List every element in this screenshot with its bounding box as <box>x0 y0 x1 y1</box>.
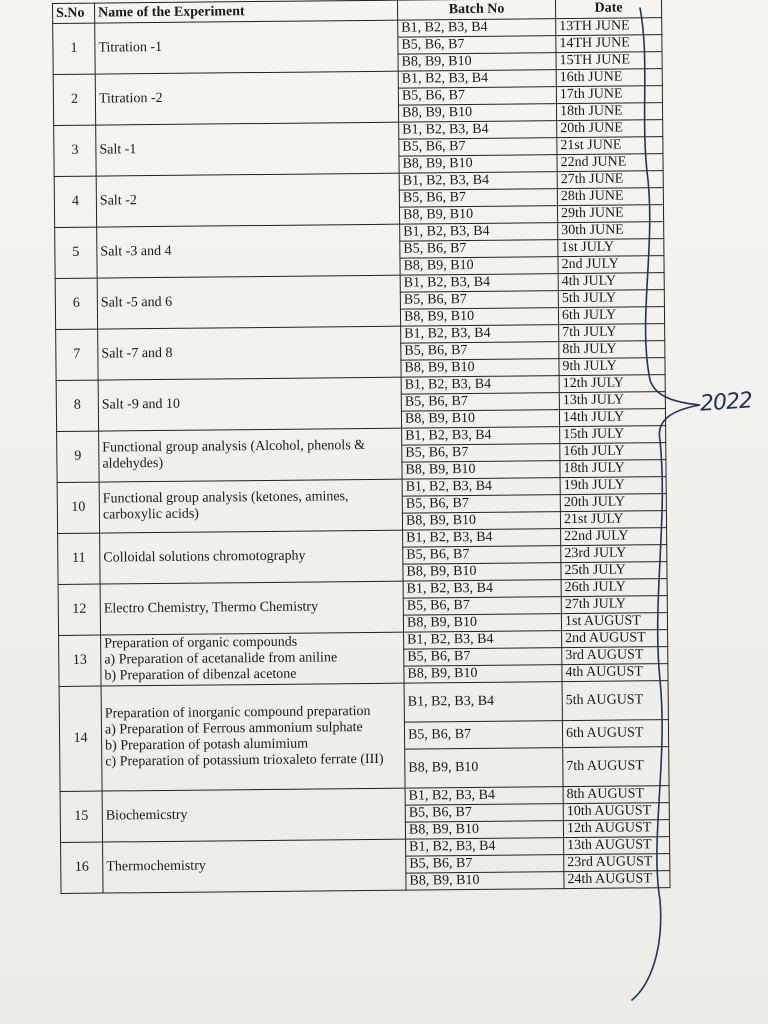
cell-sno: 9 <box>57 431 99 482</box>
cell-date: 8th JULY <box>559 341 665 359</box>
cell-experiment-name: Salt -7 and 8 <box>98 326 401 380</box>
cell-sno: 2 <box>53 74 95 125</box>
cell-date: 22nd JULY <box>561 528 667 546</box>
lab-schedule-table <box>52 0 671 894</box>
cell-date: 7th AUGUST <box>563 747 669 787</box>
cell-date: 1st JULY <box>558 239 664 257</box>
experiment-name-line: b) Preparation of dibenzal acetone <box>104 666 297 684</box>
cell-date: 24th AUGUST <box>564 871 670 889</box>
cell-date: 18th JULY <box>560 460 666 478</box>
cell-batch-no: B8, B9, B10 <box>406 872 564 891</box>
experiment-name-line: c) Preparation of potassium trioxaleto ferrate (III) <box>105 751 384 770</box>
cell-batch-no: B8, B9, B10 <box>398 53 556 72</box>
cell-date: 2nd AUGUST <box>562 630 668 648</box>
cell-date: 30th JUNE <box>558 222 664 240</box>
cell-batch-no: B5, B6, B7 <box>399 189 557 208</box>
cell-batch-no: B5, B6, B7 <box>406 855 564 874</box>
cell-date: 16th JUNE <box>556 69 662 87</box>
cell-sno: 13 <box>59 635 101 686</box>
cell-date: 19th JULY <box>560 477 666 495</box>
cell-batch-no: B5, B6, B7 <box>400 240 558 259</box>
cell-date: 4th JULY <box>558 273 664 291</box>
cell-batch-no: B8, B9, B10 <box>401 359 559 378</box>
cell-batch-no: B5, B6, B7 <box>401 393 559 412</box>
header-batch-no: Batch No <box>397 0 555 20</box>
cell-batch-no: B8, B9, B10 <box>401 410 559 429</box>
cell-batch-no: B5, B6, B7 <box>403 597 561 616</box>
cell-batch-no: B8, B9, B10 <box>405 821 563 840</box>
cell-batch-no: B1, B2, B3, B4 <box>405 787 563 806</box>
cell-experiment-name: Thermochemistry <box>103 839 406 893</box>
cell-experiment-name: Functional group analysis (ketones, amines, carboxylic acids) <box>99 479 402 533</box>
cell-sno: 3 <box>54 125 96 176</box>
cell-batch-no: B5, B6, B7 <box>404 721 562 750</box>
cell-batch-no: B8, B9, B10 <box>405 748 563 789</box>
cell-sno: 6 <box>55 278 97 329</box>
cell-batch-no: B8, B9, B10 <box>398 104 556 123</box>
cell-experiment-name: Salt -3 and 4 <box>97 224 400 278</box>
cell-batch-no: B5, B6, B7 <box>402 495 560 514</box>
cell-sno: 7 <box>56 329 98 380</box>
cell-experiment-name: Salt -5 and 6 <box>97 275 400 329</box>
cell-sno: 5 <box>55 227 97 278</box>
cell-date: 21st JUNE <box>557 137 663 155</box>
cell-date: 23rd AUGUST <box>564 854 670 872</box>
cell-batch-no: B1, B2, B3, B4 <box>400 274 558 293</box>
cell-batch-no: B8, B9, B10 <box>399 206 557 225</box>
cell-experiment-name: Salt -9 and 10 <box>98 377 401 431</box>
header-experiment-name: Name of the Experiment <box>95 0 398 23</box>
cell-date: 26th JULY <box>561 579 667 597</box>
cell-date: 20th JULY <box>560 494 666 512</box>
cell-date: 10th AUGUST <box>563 803 669 821</box>
cell-sno: 10 <box>57 482 99 533</box>
cell-date: 17th JUNE <box>556 86 662 104</box>
cell-date: 12th AUGUST <box>563 820 669 838</box>
cell-experiment-name: Titration -2 <box>95 71 398 125</box>
cell-batch-no: B1, B2, B3, B4 <box>398 19 556 38</box>
cell-date: 13TH JUNE <box>556 18 662 36</box>
cell-date: 22nd JUNE <box>557 154 663 172</box>
cell-batch-no: B8, B9, B10 <box>402 512 560 531</box>
cell-date: 4th AUGUST <box>562 664 668 682</box>
experiment-name-line: Preparation of organic compounds <box>104 634 298 652</box>
cell-batch-no: B1, B2, B3, B4 <box>403 580 561 599</box>
handwritten-year-annotation: 2022 <box>699 388 753 417</box>
cell-batch-no: B1, B2, B3, B4 <box>406 838 564 857</box>
cell-date: 27th JUNE <box>557 171 663 189</box>
cell-batch-no: B5, B6, B7 <box>404 648 562 667</box>
experiment-name-line: a) Preparation of Ferrous ammonium sulphate <box>104 720 363 738</box>
cell-experiment-name: Titration -1 <box>95 20 398 74</box>
cell-date: 7th JULY <box>559 324 665 342</box>
cell-date: 1st AUGUST <box>561 613 667 631</box>
cell-experiment-name: Electro Chemistry, Thermo Chemistry <box>100 581 403 635</box>
cell-batch-no: B1, B2, B3, B4 <box>402 427 560 446</box>
cell-experiment-name <box>101 683 405 791</box>
cell-date: 8th AUGUST <box>563 786 669 804</box>
cell-batch-no: B8, B9, B10 <box>403 563 561 582</box>
cell-batch-no: B1, B2, B3, B4 <box>398 70 556 89</box>
cell-experiment-name <box>101 632 404 686</box>
cell-date: 5th JULY <box>558 290 664 308</box>
cell-batch-no: B5, B6, B7 <box>402 444 560 463</box>
cell-date: 3rd AUGUST <box>562 647 668 665</box>
cell-date: 14th JULY <box>559 409 665 427</box>
cell-date: 21st JULY <box>560 511 666 529</box>
cell-experiment-name: Functional group analysis (Alcohol, phenols & aldehydes) <box>99 428 402 482</box>
cell-batch-no: B8, B9, B10 <box>402 461 560 480</box>
cell-experiment-name: Colloidal solutions chromotography <box>100 530 403 584</box>
cell-batch-no: B8, B9, B10 <box>400 308 558 327</box>
cell-date: 15TH JUNE <box>556 52 662 70</box>
cell-batch-no: B5, B6, B7 <box>399 138 557 157</box>
cell-batch-no: B5, B6, B7 <box>403 546 561 565</box>
cell-batch-no: B1, B2, B3, B4 <box>403 529 561 548</box>
cell-batch-no: B1, B2, B3, B4 <box>402 478 560 497</box>
cell-date: 25th JULY <box>561 562 667 580</box>
cell-date: 5th AUGUST <box>562 681 668 721</box>
cell-sno: 14 <box>59 686 102 791</box>
cell-date: 29th JUNE <box>557 205 663 223</box>
cell-batch-no: B1, B2, B3, B4 <box>404 682 562 723</box>
cell-batch-no: B5, B6, B7 <box>398 36 556 55</box>
experiment-name-line: Preparation of inorganic compound preparation <box>104 703 371 722</box>
cell-batch-no: B1, B2, B3, B4 <box>399 121 557 140</box>
cell-date: 9th JULY <box>559 358 665 376</box>
schedule-body <box>53 18 670 894</box>
cell-sno: 4 <box>54 176 96 227</box>
cell-date: 23rd JULY <box>561 545 667 563</box>
cell-date: 20th JUNE <box>557 120 663 138</box>
cell-batch-no: B1, B2, B3, B4 <box>401 325 559 344</box>
cell-batch-no: B1, B2, B3, B4 <box>401 376 559 395</box>
cell-batch-no: B5, B6, B7 <box>405 804 563 823</box>
cell-sno: 8 <box>56 380 98 431</box>
cell-batch-no: B8, B9, B10 <box>399 155 557 174</box>
cell-date: 15th JULY <box>560 426 666 444</box>
experiment-name-line: b) Preparation of potash alumimium <box>105 736 309 754</box>
cell-date: 6th JULY <box>558 307 664 325</box>
cell-date: 2nd JULY <box>558 256 664 274</box>
header-sno: S.No <box>53 3 95 23</box>
cell-date: 18th JUNE <box>556 103 662 121</box>
cell-batch-no: B8, B9, B10 <box>403 614 561 633</box>
cell-date: 12th JULY <box>559 375 665 393</box>
cell-sno: 1 <box>53 23 95 74</box>
cell-experiment-name: Biochemicstry <box>102 788 405 842</box>
cell-batch-no: B1, B2, B3, B4 <box>399 172 557 191</box>
experiment-name-line: a) Preparation of acetanalide from aniline <box>104 650 338 668</box>
cell-sno: 15 <box>60 791 102 842</box>
cell-batch-no: B8, B9, B10 <box>400 257 558 276</box>
cell-experiment-name: Salt -1 <box>96 122 399 176</box>
cell-sno: 12 <box>58 584 100 635</box>
cell-sno: 16 <box>61 842 103 893</box>
cell-date: 14TH JUNE <box>556 35 662 53</box>
cell-batch-no: B1, B2, B3, B4 <box>404 631 562 650</box>
cell-batch-no: B5, B6, B7 <box>398 87 556 106</box>
cell-batch-no: B5, B6, B7 <box>400 291 558 310</box>
cell-batch-no: B1, B2, B3, B4 <box>400 223 558 242</box>
cell-date: 13th JULY <box>559 392 665 410</box>
cell-date: 13th AUGUST <box>564 837 670 855</box>
header-date: Date <box>555 0 661 19</box>
cell-date: 6th AUGUST <box>562 720 668 748</box>
cell-experiment-name: Salt -2 <box>96 173 399 227</box>
cell-date: 28th JUNE <box>557 188 663 206</box>
cell-date: 27th JULY <box>561 596 667 614</box>
cell-sno: 11 <box>58 533 100 584</box>
table-row <box>59 681 668 726</box>
cell-batch-no: B5, B6, B7 <box>401 342 559 361</box>
cell-date: 16th JULY <box>560 443 666 461</box>
cell-batch-no: B8, B9, B10 <box>404 665 562 684</box>
